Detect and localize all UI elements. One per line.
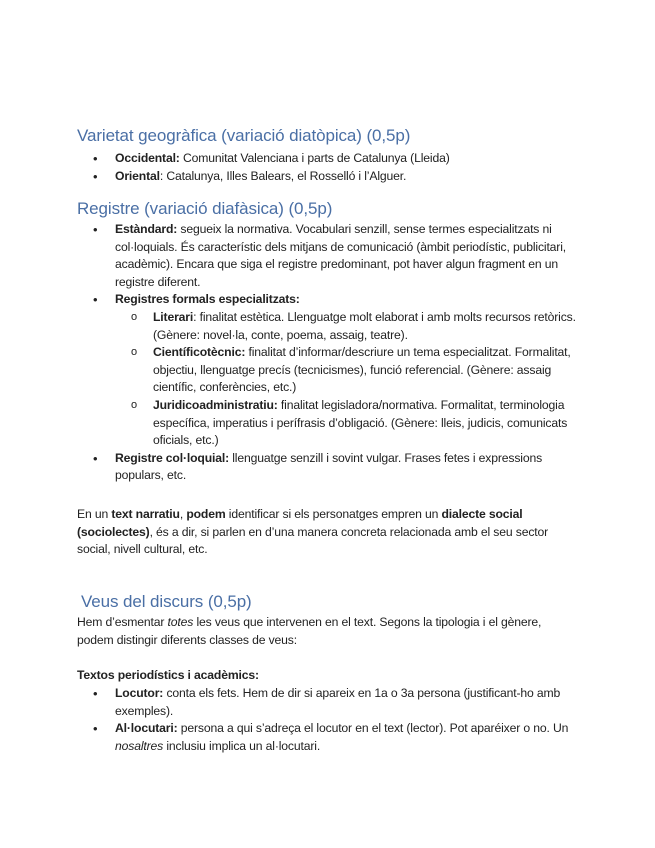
paragraph-veus-intro: Hem d’esmentar totes les veus que intervenen en el text. Segons la tipologia i el gènere, podem distingir diferents classes de veus: [77,615,542,647]
list-item-oriental: • Oriental: Catalunya, Illes Balears, el Rosselló i l’Alguer. [77,168,597,186]
list-item-locutor: • Locutor: conta els fets. Hem de dir si apareix en 1a o 3a persona (justificant-ho amb exemples). [77,685,592,720]
heading-varietat-geografica: Varietat geogràfica (variació diatòpica) (0,5p) [77,126,411,145]
list-item-estandard: • Estàndard: segueix la normativa. Vocabulari senzill, sense termes especialitzats ni col·loquials. És característic dels mitjans de comunicació (àmbit periodístic, publicitari, acadèmic). Encara que siga el registre predominant, pot haver algun fragment en un registre diferent. [77,221,587,291]
heading-veus-del-discurs: Veus del discurs (0,5p) [81,592,252,611]
list-veus [77,685,592,755]
list-registre [77,221,587,485]
list-item-registres-formals: • Registres formals especialitzats: o Literari: finalitat estètica. Llenguatge molt elaborat i amb molts recursos retòrics. (Gènere: novel·la, conte, poema, assaig, teatre). o Científicotècnic: finalitat d’informar/descriure un tema especialitzat. Formalitat, objectiu, llenguatge precís (tecnicismes), funció referencial. (Gènere: assaig científic, conferències, etc.) o Juridicoadministratiu: finalitat legisladora/normativa. Formalitat, terminologia específica, imperatius i perífrasis d’obligació. (Gènere: lleis, judicis, comunicats oficials, etc.) [77,291,587,449]
paragraph-text-narratiu: En un text narratiu, podem identificar si els personatges empren un dialecte social (sociolectes), és a dir, si parlen en d’una manera concreta relacionada amb el seu sector social, nivell cultural, etc. [77,507,549,557]
subheading-textos-periodistics: Textos periodístics i acadèmics: [77,668,259,682]
sublist-item-juridicoadministratiu: o Juridicoadministratiu: finalitat legisladora/normativa. Formalitat, terminologia específica, imperatius i perífrasis d’obligació. (Gènere: lleis, judicis, comunicats oficials, etc.) [115,397,587,450]
list-varietat-geografica [77,150,597,185]
heading-registre: Registre (variació diafàsica) (0,5p) [77,199,333,218]
sublist-item-cientificotecnic: o Científicotècnic: finalitat d’informar/descriure un tema especialitzat. Formalitat, objectiu, llenguatge precís (tecnicismes), funció referencial. (Gènere: assaig científic, conferències, etc.) [115,344,587,397]
sublist-item-literari: o Literari: finalitat estètica. Llenguatge molt elaborat i amb molts recursos retòrics. (Gènere: novel·la, conte, poema, assaig, teatre). [115,309,587,344]
sublist-registres-formals [115,309,587,450]
list-item-allocutari: • Al·locutari: persona a qui s’adreça el locutor en el text (lector). Pot aparéixer o no. Un nosaltres inclusiu implica un al·locutari. [77,720,592,755]
list-item-occidental: • Occidental: Comunitat Valenciana i parts de Catalunya (Lleida) [77,150,597,168]
list-item-registre-colloquial: • Registre col·loquial: llenguatge senzill i sovint vulgar. Frases fetes i expressions populars, etc. [77,450,587,485]
